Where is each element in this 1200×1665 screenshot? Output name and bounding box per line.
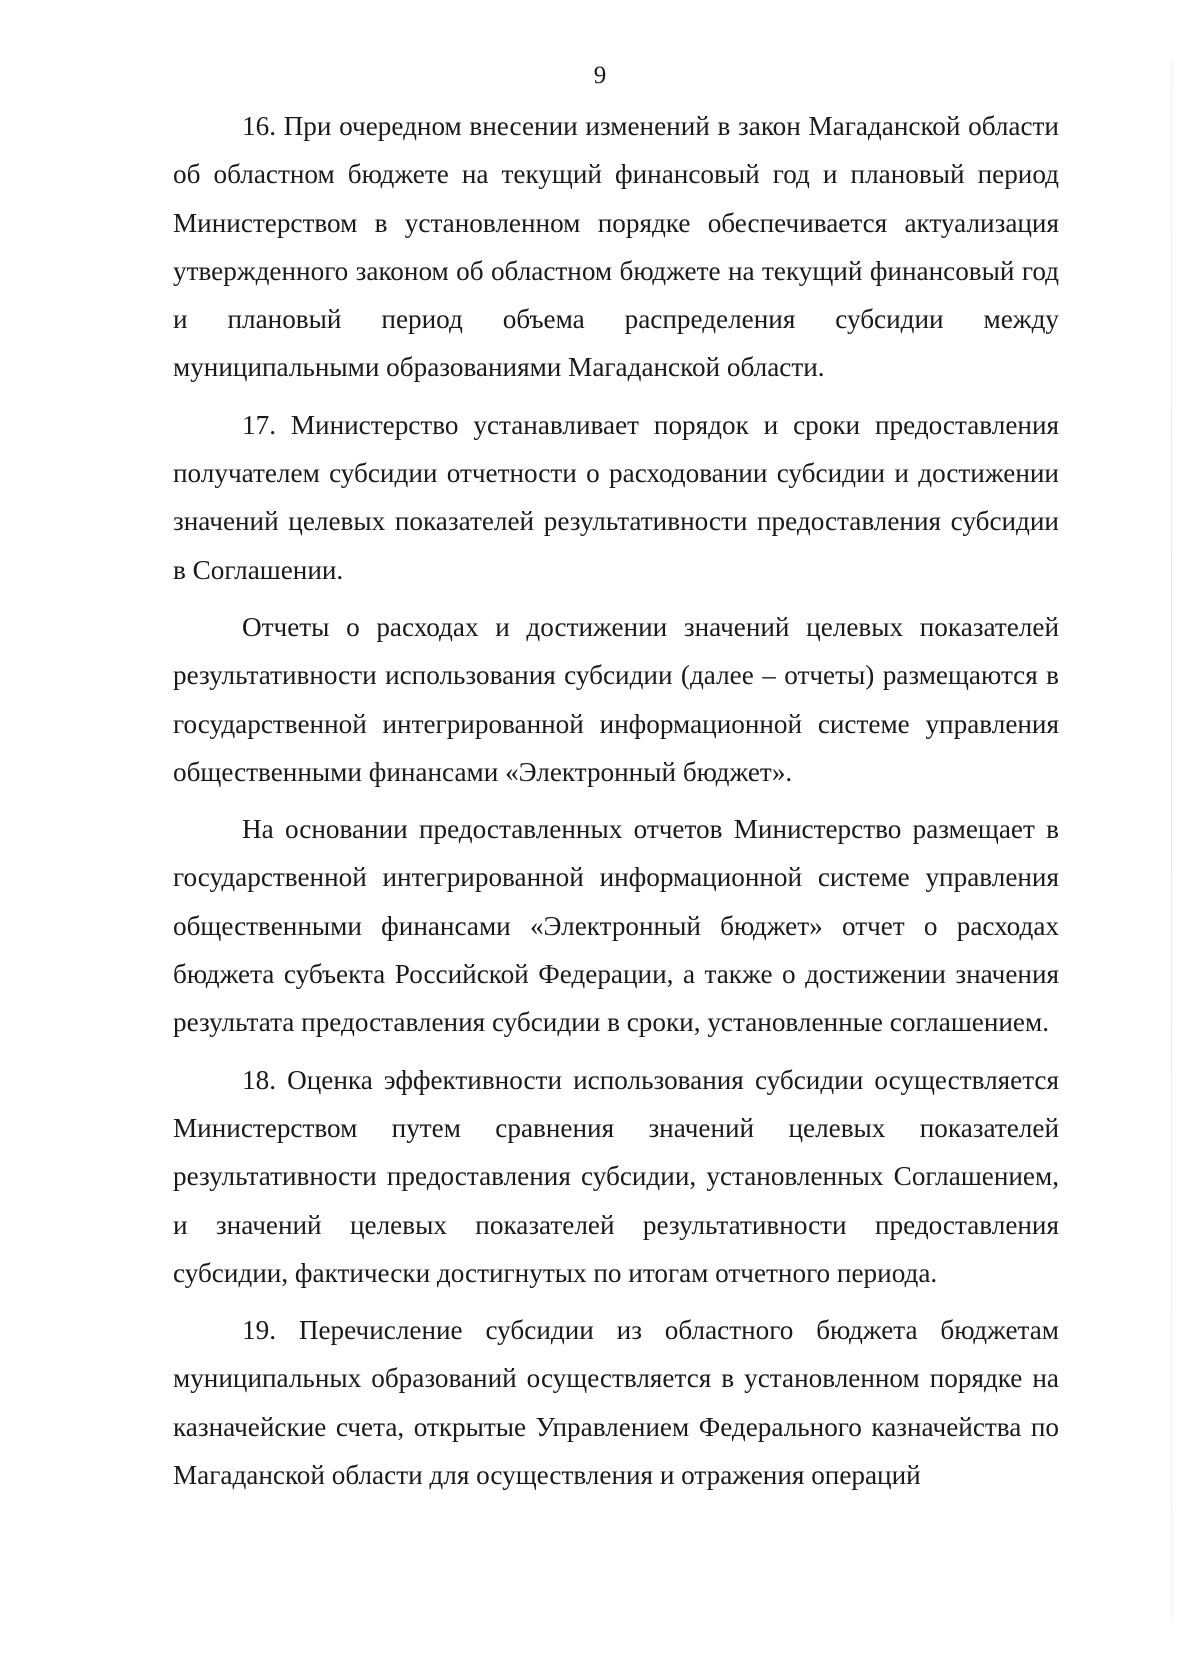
paragraph-reports: Отчеты о расходах и достижении значений целевых показателей результативности использования субсидии (далее – отчеты) размещаются в государственной интегрированной информационной системе управления общественными финансами «Электронный бюджет».	[173, 611, 1059, 787]
paragraph-19: 19. Перечисление субсидии из областного бюджета бюджетам муниципальных образований осуществляется в установленном порядке на казначейские счета, открытые Управлением Федерального казначейства по Магаданской области для осуществления и отражения операций	[173, 1315, 1059, 1491]
document-body	[173, 102, 1059, 1508]
paragraph-18: 18. Оценка эффективности использования субсидии осуществляется Министерством путем сравнения значений целевых показателей результативности предоставления субсидии, установленных Соглашением, и значений целевых показателей результативности предоставления субсидии, фактически достигнутых по итогам отчетного периода.	[173, 1064, 1059, 1288]
scan-edge-shadow	[1171, 60, 1172, 1620]
paragraph-17: 17. Министерство устанавливает порядок и сроки предоставления получателем субсидии отчетности о расходовании субсидии и достижении значений целевых показателей результативности предоставления субсидии в Соглашении.	[173, 409, 1059, 585]
page-number: 9	[593, 62, 607, 89]
paragraph-16: 16. При очередном внесении изменений в закон Магаданской области об областном бюджете на текущий финансовый год и плановый период Министерством в установленном порядке обеспечивается актуализация утвержденного законом об областном бюджете на текущий финансовый год и плановый период объема распределения субсидии между муниципальными образованиями Магаданской области.	[173, 111, 1059, 383]
paragraph-ministry-reporting: На основании предоставленных отчетов Министерство размещает в государственной интегрированной информационной системе управления общественными финансами «Электронный бюджет» отчет о расходах бюджета субъекта Российской Федерации, а также о достижении значения результата предоставления субсидии в сроки, установленные соглашением.	[173, 814, 1059, 1038]
